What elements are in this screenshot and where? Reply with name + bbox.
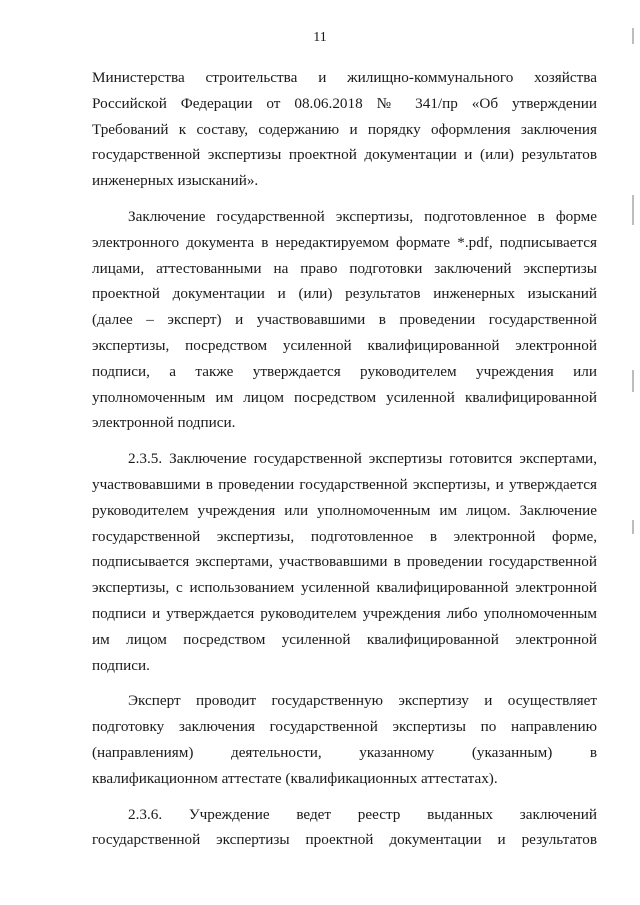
text-line: подписывается экспертами, участвовавшими в проведении государственной [92,553,597,571]
text-line: (далее – эксперт) и участвовавшими в проведении государственной [92,311,597,329]
text-line: проектной документации и (или) результатов инженерных изысканий [92,285,597,303]
text-line: подписи, а также утверждается руководителем учреждения или [92,362,597,380]
text-line: Министерства строительства и жилищно-коммунального хозяйства [92,69,597,86]
text-line: подписи. [92,656,150,674]
text-line: государственной экспертизы проектной документации и результатов [92,831,597,849]
text-line: экспертизы, с использованием усиленной квалифицированной электронной [92,579,597,597]
text-line: государственной экспертизы проектной документации и (или) результатов [92,146,597,164]
paragraph [92,65,597,194]
text-line: 2.3.6. Учреждение ведет реестр выданных заключений [128,805,597,823]
text-line: электронной подписи. [92,414,236,432]
page-number: 11 [313,30,327,45]
text-line: руководителем учреждения или уполномоченным им лицом. Заключение [92,501,597,519]
text-line: Требований к составу, содержанию и порядку оформления заключения [92,120,597,138]
scan-margin-mark [632,195,634,225]
text-line: участвовавшими в проведении государственной экспертизы, и утверждается [92,475,597,493]
text-line: лицами, аттестованными на право подготовки заключений экспертизы [92,259,597,277]
text-line: Эксперт проводит государственную экспертизу и осуществляет [128,692,597,710]
scan-margin-mark [632,370,634,392]
text-line: (направлениям) деятельности, указанному (указанным) в [92,743,597,761]
text-line: государственной экспертизы, подготовленное в электронной форме, [92,527,597,545]
text-line: 2.3.5. Заключение государственной экспертизы готовится экспертами, [128,450,597,468]
text-line: подписи и утверждается руководителем учреждения либо уполномоченным [92,604,597,622]
text-line: подготовку заключения государственной экспертизы по направлению [92,718,597,736]
paragraph [92,446,597,678]
text-line: Российской Федерации от 08.06.2018 № 341/пр «Об утверждении [92,94,597,112]
paragraph [92,204,597,436]
text-line: уполномоченным им лицом посредством усиленной квалифицированной [92,388,597,406]
document-body [92,65,597,863]
text-line: им лицом посредством усиленной квалифицированной электронной [92,630,597,648]
scan-margin-mark [632,520,634,534]
text-line: инженерных изысканий». [92,172,259,190]
scan-margin-mark [632,28,634,44]
paragraph [92,802,597,854]
text-line: квалификационном аттестате (квалификационных аттестатах). [92,769,498,787]
text-line: Заключение государственной экспертизы, подготовленное в форме [128,207,597,225]
text-line: экспертизы, посредством усиленной квалифицированной электронной [92,336,597,354]
paragraph [92,688,597,791]
text-line: электронного документа в нередактируемом формате *.pdf, подписывается [92,233,597,251]
